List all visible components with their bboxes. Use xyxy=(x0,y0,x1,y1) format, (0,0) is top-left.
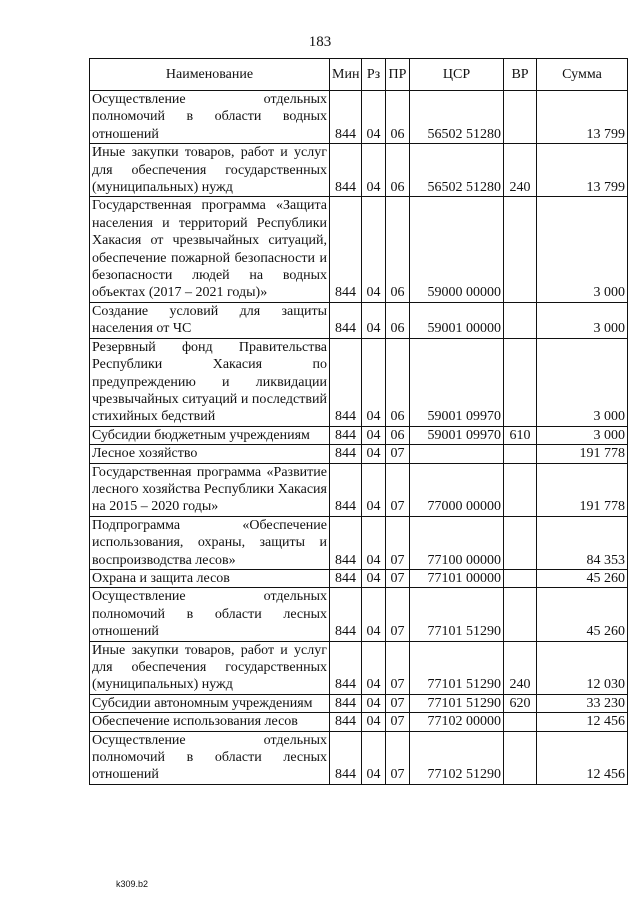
cell-rz: 04 xyxy=(362,91,386,144)
table-row xyxy=(90,338,628,426)
cell-pr: 07 xyxy=(386,463,410,516)
cell-name: Иные закупки товаров, работ и услуг для обеспечения государственных (муниципальных) нужд xyxy=(90,641,330,694)
cell-vr xyxy=(504,445,537,463)
cell-rz: 04 xyxy=(362,463,386,516)
cell-min: 844 xyxy=(330,91,362,144)
cell-sum: 45 260 xyxy=(537,588,628,641)
cell-csr: 77102 51290 xyxy=(410,731,504,784)
cell-name: Субсидии бюджетным учреждениям xyxy=(90,426,330,444)
cell-csr: 59001 00000 xyxy=(410,302,504,338)
cell-csr: 77101 51290 xyxy=(410,641,504,694)
table-row xyxy=(90,91,628,144)
cell-pr: 06 xyxy=(386,91,410,144)
cell-min: 844 xyxy=(330,641,362,694)
cell-csr: 59001 09970 xyxy=(410,426,504,444)
table-row xyxy=(90,144,628,197)
cell-pr: 06 xyxy=(386,197,410,302)
footer-code: k309.b2 xyxy=(116,879,149,889)
cell-rz: 04 xyxy=(362,588,386,641)
cell-vr: 240 xyxy=(504,641,537,694)
cell-name: Лесное хозяйство xyxy=(90,445,330,463)
cell-sum: 3 000 xyxy=(537,302,628,338)
cell-min: 844 xyxy=(330,338,362,426)
cell-sum: 33 230 xyxy=(537,694,628,712)
cell-rz: 04 xyxy=(362,694,386,712)
cell-csr xyxy=(410,445,504,463)
budget-table xyxy=(89,58,628,785)
cell-name: Субсидии автономным учреждениям xyxy=(90,694,330,712)
cell-vr xyxy=(504,731,537,784)
column-header-rz: Рз xyxy=(362,59,386,91)
cell-sum: 45 260 xyxy=(537,569,628,587)
cell-name: Государственная программа «Защита населения и территорий Республики Хакасия от чрезвычайных ситуаций, обеспечение пожарной безопасности и безопасности людей на водных объектах (2017 – 2021 годы)» xyxy=(90,197,330,302)
cell-vr xyxy=(504,338,537,426)
table-row xyxy=(90,588,628,641)
cell-sum: 191 778 xyxy=(537,463,628,516)
cell-vr xyxy=(504,302,537,338)
cell-min: 844 xyxy=(330,426,362,444)
cell-name: Резервный фонд Правительства Республики Хакасия по предупреждению и ликвидации чрезвычайных ситуаций и последствий стихийных бедствий xyxy=(90,338,330,426)
cell-csr: 77101 51290 xyxy=(410,588,504,641)
cell-pr: 07 xyxy=(386,445,410,463)
column-header-min: Мин xyxy=(330,59,362,91)
cell-name: Подпрограмма «Обеспечение использования, охраны, защиты и воспроизводства лесов» xyxy=(90,516,330,569)
page-number: 183 xyxy=(308,34,332,50)
table-row xyxy=(90,426,628,444)
cell-pr: 07 xyxy=(386,516,410,569)
cell-name: Иные закупки товаров, работ и услуг для обеспечения государственных (муниципальных) нужд xyxy=(90,144,330,197)
cell-name: Создание условий для защиты населения от ЧС xyxy=(90,302,330,338)
cell-rz: 04 xyxy=(362,426,386,444)
cell-vr xyxy=(504,569,537,587)
cell-pr: 06 xyxy=(386,338,410,426)
cell-vr xyxy=(504,91,537,144)
cell-pr: 06 xyxy=(386,426,410,444)
cell-rz: 04 xyxy=(362,445,386,463)
cell-sum: 13 799 xyxy=(537,144,628,197)
cell-sum: 191 778 xyxy=(537,445,628,463)
cell-pr: 07 xyxy=(386,588,410,641)
cell-sum: 12 456 xyxy=(537,731,628,784)
cell-vr xyxy=(504,588,537,641)
cell-min: 844 xyxy=(330,588,362,641)
cell-min: 844 xyxy=(330,445,362,463)
cell-csr: 59000 00000 xyxy=(410,197,504,302)
table-row xyxy=(90,463,628,516)
cell-rz: 04 xyxy=(362,713,386,731)
cell-sum: 3 000 xyxy=(537,338,628,426)
cell-csr: 56502 51280 xyxy=(410,144,504,197)
cell-vr: 610 xyxy=(504,426,537,444)
cell-min: 844 xyxy=(330,144,362,197)
cell-csr: 56502 51280 xyxy=(410,91,504,144)
cell-min: 844 xyxy=(330,516,362,569)
column-header-name: Наименование xyxy=(90,59,330,91)
cell-vr: 620 xyxy=(504,694,537,712)
cell-pr: 07 xyxy=(386,731,410,784)
cell-rz: 04 xyxy=(362,144,386,197)
cell-name: Осуществление отдельных полномочий в области лесных отношений xyxy=(90,588,330,641)
cell-min: 844 xyxy=(330,569,362,587)
cell-vr xyxy=(504,713,537,731)
column-header-csr: ЦСР xyxy=(410,59,504,91)
cell-min: 844 xyxy=(330,694,362,712)
cell-vr xyxy=(504,516,537,569)
cell-pr: 07 xyxy=(386,641,410,694)
column-header-pr: ПР xyxy=(386,59,410,91)
cell-min: 844 xyxy=(330,463,362,516)
cell-rz: 04 xyxy=(362,197,386,302)
cell-sum: 84 353 xyxy=(537,516,628,569)
cell-pr: 07 xyxy=(386,569,410,587)
table-row xyxy=(90,694,628,712)
column-header-sum: Сумма xyxy=(537,59,628,91)
cell-rz: 04 xyxy=(362,641,386,694)
table-row xyxy=(90,445,628,463)
cell-csr: 77101 00000 xyxy=(410,569,504,587)
cell-csr: 77102 00000 xyxy=(410,713,504,731)
cell-pr: 07 xyxy=(386,713,410,731)
cell-name: Государственная программа «Развитие лесного хозяйства Республики Хакасия на 2015 – 2020 годы» xyxy=(90,463,330,516)
cell-vr xyxy=(504,197,537,302)
cell-sum: 12 456 xyxy=(537,713,628,731)
cell-rz: 04 xyxy=(362,731,386,784)
cell-min: 844 xyxy=(330,197,362,302)
cell-min: 844 xyxy=(330,713,362,731)
cell-min: 844 xyxy=(330,731,362,784)
cell-sum: 12 030 xyxy=(537,641,628,694)
cell-name: Охрана и защита лесов xyxy=(90,569,330,587)
cell-pr: 06 xyxy=(386,302,410,338)
cell-rz: 04 xyxy=(362,569,386,587)
cell-rz: 04 xyxy=(362,302,386,338)
cell-name: Осуществление отдельных полномочий в области лесных отношений xyxy=(90,731,330,784)
column-header-vr: ВР xyxy=(504,59,537,91)
cell-csr: 77100 00000 xyxy=(410,516,504,569)
cell-name: Осуществление отдельных полномочий в области водных отношений xyxy=(90,91,330,144)
cell-pr: 06 xyxy=(386,144,410,197)
table-row xyxy=(90,569,628,587)
table-row xyxy=(90,516,628,569)
cell-csr: 59001 09970 xyxy=(410,338,504,426)
cell-sum: 3 000 xyxy=(537,197,628,302)
table-row xyxy=(90,731,628,784)
cell-vr: 240 xyxy=(504,144,537,197)
cell-rz: 04 xyxy=(362,516,386,569)
cell-sum: 13 799 xyxy=(537,91,628,144)
cell-min: 844 xyxy=(330,302,362,338)
table-header-row xyxy=(90,59,628,91)
cell-vr xyxy=(504,463,537,516)
cell-rz: 04 xyxy=(362,338,386,426)
cell-pr: 07 xyxy=(386,694,410,712)
table-row xyxy=(90,641,628,694)
cell-name: Обеспечение использования лесов xyxy=(90,713,330,731)
table-row xyxy=(90,197,628,302)
cell-csr: 77000 00000 xyxy=(410,463,504,516)
table-row xyxy=(90,302,628,338)
cell-sum: 3 000 xyxy=(537,426,628,444)
table-row xyxy=(90,713,628,731)
cell-csr: 77101 51290 xyxy=(410,694,504,712)
